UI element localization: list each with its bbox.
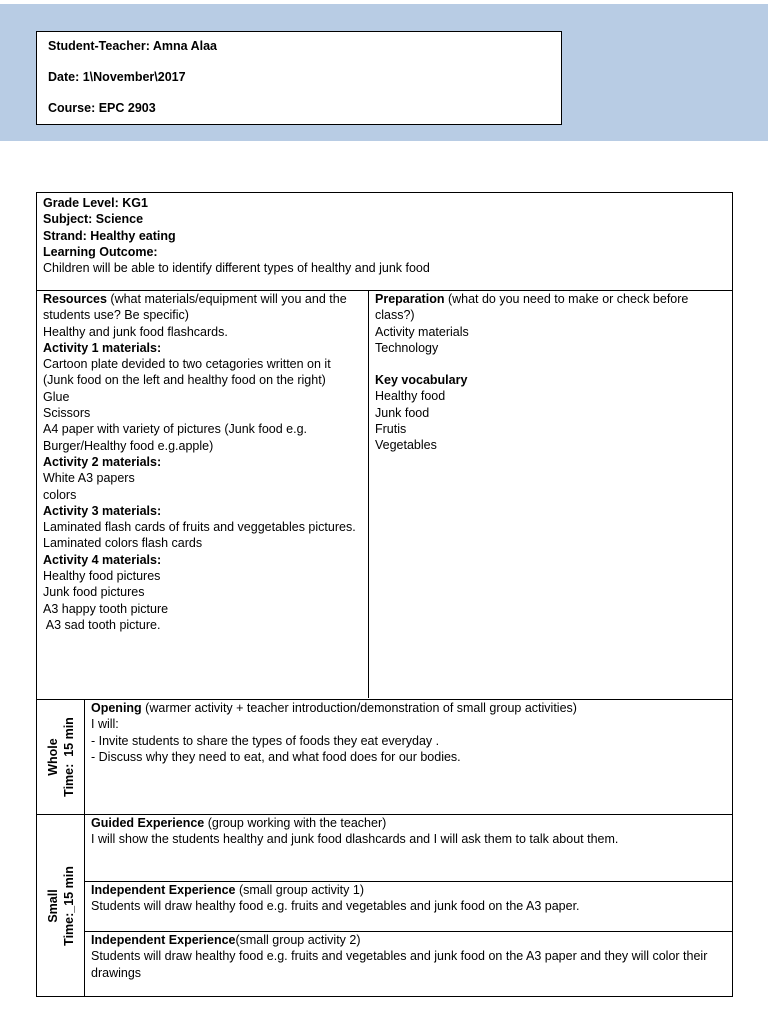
independent2-cell <box>85 931 732 996</box>
activity4-label: Activity 4 materials: <box>43 552 162 567</box>
list-item: White A3 papers <box>43 471 135 486</box>
whole-side-label <box>37 700 85 814</box>
resources-general: Healthy and junk food flashcards. <box>43 324 228 339</box>
list-item: Laminated flash cards of fruits and veggetables pictures. <box>43 520 356 535</box>
list-item: Healthy food pictures <box>43 569 161 584</box>
preparation-hint: (what do you need to make or check before class?) <box>375 292 689 323</box>
resources-heading <box>43 291 362 324</box>
list-item: A4 paper with variety of pictures (Junk food e.g. Burger/Healthy food e.g.apple) <box>43 422 308 453</box>
guided-text: I will show the students healthy and junk food dlashcards and I will ask them to talk about them. <box>91 832 619 847</box>
small-label: Small <box>45 888 60 923</box>
list-item: colors <box>43 487 77 502</box>
small-group-row <box>37 815 732 996</box>
guided-cell <box>85 815 732 881</box>
list-item: Vegetables <box>375 438 437 453</box>
ind2-text: Students will draw healthy food e.g. fruits and vegetables and junk food on the A3 paper and they will color their drawings <box>91 949 708 980</box>
subject: Subject: Science <box>43 212 144 227</box>
course: Course: EPC 2903 <box>48 101 156 115</box>
preparation-label: Preparation <box>375 292 445 306</box>
lesson-overview-cell <box>37 193 732 291</box>
lesson-plan-table <box>36 192 733 997</box>
ind2-hint: (small group activity 2) <box>235 933 361 947</box>
list-item: Junk food <box>375 405 430 420</box>
guided-hint: (group working with the teacher) <box>204 816 387 830</box>
ind1-label: Independent Experience <box>91 883 236 897</box>
grade-level: Grade Level: KG1 <box>43 196 148 210</box>
small-time: Time:_15 min <box>61 865 76 946</box>
list-item: Cartoon plate devided to two cetagories written on it (Junk food on the left and healthy food on the right) <box>43 357 331 388</box>
independent1-cell <box>85 881 732 931</box>
guided-label: Guided Experience <box>91 816 205 830</box>
small-side-label <box>37 815 85 996</box>
resources-cell <box>37 291 369 698</box>
ind1-text: Students will draw healthy food e.g. fruits and vegetables and junk food on the A3 paper. <box>91 899 580 914</box>
header-info-box <box>36 31 562 125</box>
key-vocabulary-label: Key vocabulary <box>375 373 468 388</box>
ind2-heading <box>91 932 726 948</box>
list-item: Glue <box>43 389 70 404</box>
list-item: A3 happy tooth picture <box>43 601 169 616</box>
student-teacher: Student-Teacher: Amna Alaa <box>48 39 218 53</box>
list-item: - Invite students to share the types of foods they eat everyday . <box>91 733 440 748</box>
list-item: I will: <box>91 717 119 732</box>
activity1-label: Activity 1 materials: <box>43 340 162 355</box>
activity2-label: Activity 2 materials: <box>43 454 162 469</box>
list-item: Healthy food <box>375 389 446 404</box>
ind1-hint: (small group activity 1) <box>235 883 364 897</box>
opening-heading <box>91 700 726 716</box>
list-item: Laminated colors flash cards <box>43 536 203 551</box>
whole-time: Time: 15 min <box>61 717 76 797</box>
list-item: Junk food pictures <box>43 585 145 600</box>
learning-outcome: Children will be able to identify different types of healthy and junk food <box>43 261 430 276</box>
guided-heading <box>91 815 726 831</box>
whole-group-row <box>37 699 732 815</box>
list-item: - Discuss why they need to eat, and what food does for our bodies. <box>91 749 461 764</box>
preparation-heading <box>375 291 726 324</box>
list-item: Frutis <box>375 422 407 437</box>
strand: Strand: Healthy eating <box>43 228 176 243</box>
date: Date: 1\November\2017 <box>48 70 186 84</box>
learning-outcome-label: Learning Outcome: <box>43 244 158 259</box>
list-item: Activity materials <box>375 324 469 339</box>
list-item: Scissors <box>43 406 91 421</box>
opening-label: Opening <box>91 701 142 715</box>
resources-hint: (what materials/equipment will you and the students use? Be specific) <box>43 292 347 323</box>
ind2-label: Independent Experience <box>91 933 236 947</box>
activity3-label: Activity 3 materials: <box>43 503 162 518</box>
opening-hint: (warmer activity + teacher introduction/demonstration of small group activities) <box>141 701 577 715</box>
preparation-cell <box>369 291 732 698</box>
ind1-heading <box>91 882 726 898</box>
opening-cell <box>85 700 732 765</box>
resources-label: Resources <box>43 292 107 306</box>
whole-label: Whole <box>45 738 60 776</box>
list-item: Technology <box>375 340 439 355</box>
list-item: A3 sad tooth picture. <box>43 617 161 632</box>
